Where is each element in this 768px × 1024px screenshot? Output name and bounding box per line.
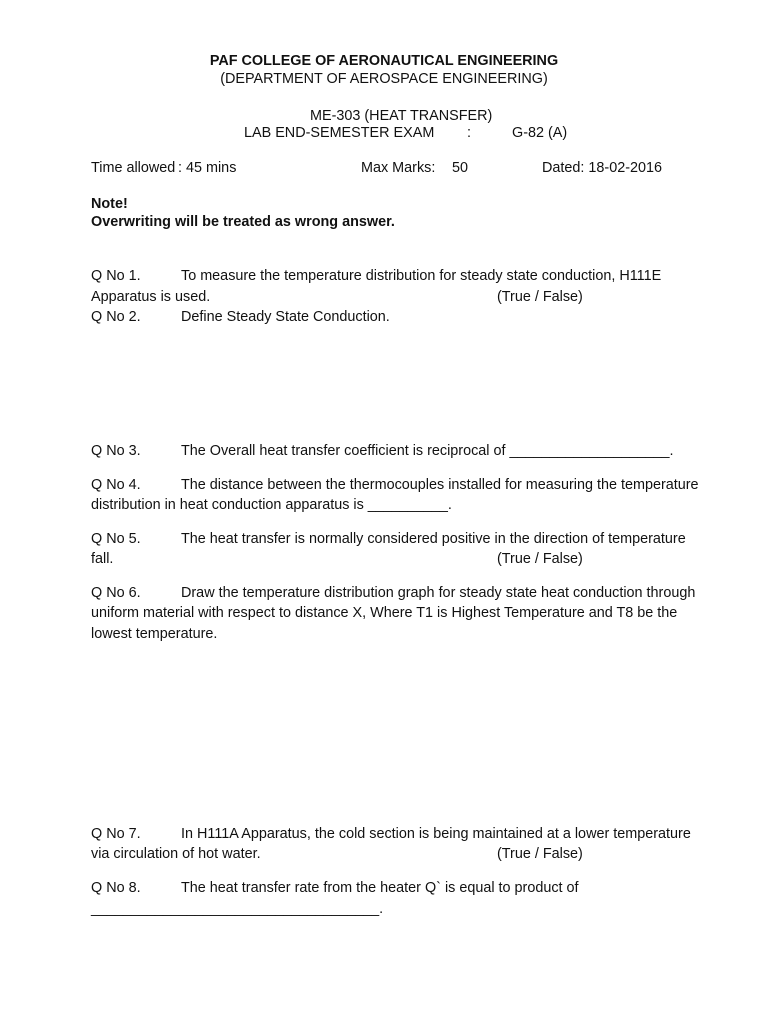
question-number: Q No 2. (91, 309, 141, 325)
question-text-line: To measure the temperature distribution for steady state conduction, H111E (181, 268, 662, 284)
question-number: Q No 7. (91, 826, 141, 842)
question-number: Q No 6. (91, 585, 141, 601)
question-text-line: fall. (91, 551, 114, 567)
college-title: PAF COLLEGE OF AERONAUTICAL ENGINEERING (209, 53, 559, 69)
question-text-line: lowest temperature. (91, 626, 218, 642)
question-number: Q No 8. (91, 880, 141, 896)
true-false-choice: (True / False) (497, 846, 583, 862)
true-false-choice: (True / False) (497, 551, 583, 567)
question-number: Q No 3. (91, 443, 141, 459)
exam-label: LAB END-SEMESTER EXAM (244, 125, 435, 141)
question-number: Q No 5. (91, 531, 141, 547)
question-text-line: The heat transfer is normally considered positive in the direction of temperature (181, 531, 686, 547)
group-code: G-82 (A) (512, 125, 568, 141)
question-number: Q No 1. (91, 268, 141, 284)
question-text-line: Define Steady State Conduction. (181, 309, 390, 325)
question-text-line: distribution in heat conduction apparatus is __________. (91, 497, 452, 513)
question-number: Q No 4. (91, 477, 141, 493)
time-allowed-value: : 45 mins (178, 160, 237, 176)
true-false-choice: (True / False) (497, 289, 583, 305)
question-text-line: The Overall heat transfer coefficient is reciprocal of ____________________. (181, 443, 674, 459)
course-title: ME-303 (HEAT TRANSFER) (310, 108, 493, 124)
question-text-line: uniform material with respect to distance X, Where T1 is Highest Temperature and T8 be the (91, 605, 678, 621)
exam-date: Dated: 18-02-2016 (542, 160, 663, 176)
question-text-line: The heat transfer rate from the heater Q` is equal to product of (181, 880, 579, 896)
question-text-line: The distance between the thermocouples installed for measuring the temperature (181, 477, 699, 493)
department-title: (DEPARTMENT OF AEROSPACE ENGINEERING) (220, 71, 548, 87)
answer-blank-line: ____________________________________. (91, 901, 384, 917)
max-marks-value: 50 (452, 160, 469, 176)
question-text-line: Draw the temperature distribution graph for steady state heat conduction through (181, 585, 696, 601)
exam-separator: : (467, 125, 471, 141)
time-allowed-label: Time allowed (91, 160, 176, 176)
question-text-line: Apparatus is used. (91, 289, 211, 305)
question-text-line: In H111A Apparatus, the cold section is being maintained at a lower temperature (181, 826, 691, 842)
note-title: Note! (91, 196, 128, 212)
max-marks-label: Max Marks: (361, 160, 436, 176)
note-text: Overwriting will be treated as wrong answer. (91, 214, 395, 230)
question-text-line: via circulation of hot water. (91, 846, 261, 862)
